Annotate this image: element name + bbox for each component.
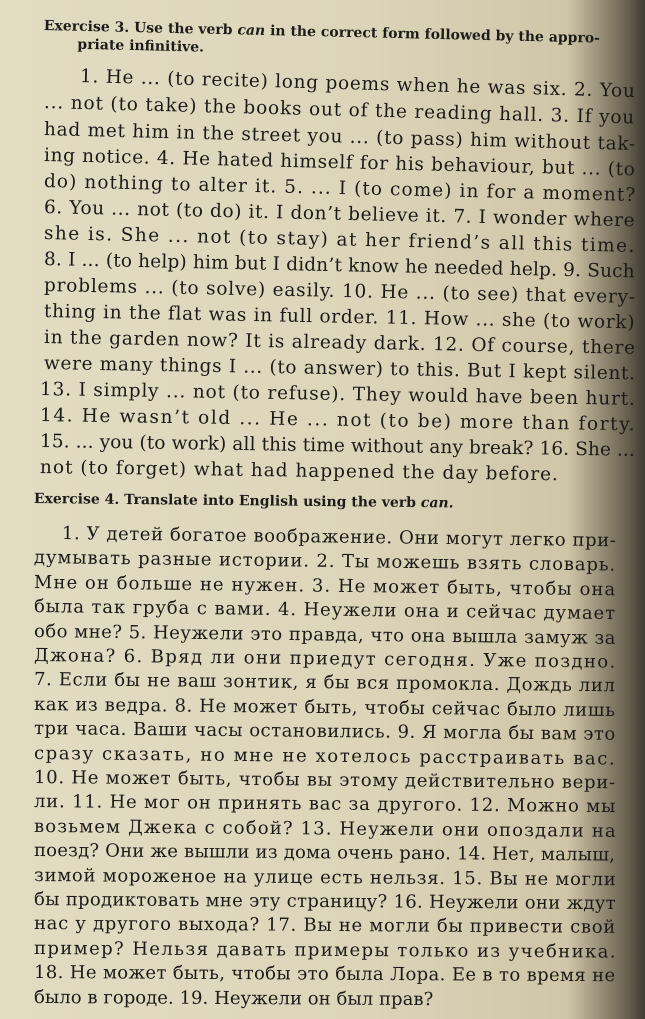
exercise-3-line: 1. He ... (to recite) long poems when he was six. 2. You — [79, 66, 636, 103]
exercise-4-line: была так груба с вами. 4. Неужели она и сейчас думает — [33, 596, 617, 625]
exercise-3-line: 6. You ... not (to do) it. I don’t believe it. 7. I wonder where — [43, 197, 636, 232]
exercise-4-heading — [34, 490, 454, 512]
exercise-3-instruction-b: in the correct form followed by the appro- — [269, 23, 601, 47]
exercise-4-line: возьмем Джека с собой? 13. Неужели они опоздали на — [33, 815, 617, 842]
exercise-3-line: 14. He wasn’t old ... He ... not (to be) more than forty. — [39, 405, 637, 436]
exercise-4-line: сразу сказать, но мне не хотелось расстраивать вас. — [33, 742, 617, 770]
exercise-4-line: было в городе. 19. Неужели он был прав? — [33, 986, 434, 1010]
exercise-3-line: thing in the flat was in full order. 11. How ... she (to work) — [43, 301, 636, 334]
exercise-3-line: in the garden now? It is already dark. 12. Of course, there — [43, 327, 637, 359]
exercise-3-line: 13. I simply ... not (to refuse). They would have been hurt. — [39, 379, 636, 410]
exercise-3-heading-line-2: priate infinitive. — [77, 36, 205, 56]
exercise-4-line: зимой мороженое на улице есть нельзя. 15. Вы не могли — [33, 864, 617, 890]
exercise-4-line: ли. 11. Не мог он принять вас за другого. 12. Можно мы — [33, 791, 617, 818]
exercise-4-line: обо мне? 5. Неужели это правда, что она вышла замуж за — [33, 620, 617, 649]
exercise-4-line: нас у другого выхода? 17. Вы не могли бы привести свой — [33, 913, 617, 939]
exercise-3-line: do) nothing to alter it. 5. ... I (to come) in for a moment? — [43, 171, 637, 206]
exercise-3-line: 8. I ... (to help) him but I didn’t know he needed help. 9. Such — [43, 249, 635, 283]
exercise-4-line: поезд? Они же вышли из дома очень рано. 14. Нет, малыш, — [33, 840, 616, 866]
exercise-4-verb: can. — [420, 495, 454, 512]
exercise-4-line: бы продиктовать мне эту страницу? 16. Неужели они ждут — [33, 889, 617, 915]
exercise-4-line: 1. У детей богатое воображение. Они могут легко при- — [61, 523, 617, 552]
exercise-4-line: Джона? 6. Вряд ли они приедут сегодня. Уже поздно. — [33, 645, 617, 673]
exercise-3-line: problems ... (to solve) easily. 10. He ... (to see) that every- — [43, 275, 637, 308]
exercise-4-label: Exercise 4. — [33, 490, 120, 508]
exercise-4-line: как из ведра. 8. Не может быть, чтобы сейчас было лишь — [33, 693, 616, 721]
exercise-4-line: 10. Не может быть, чтобы вы этому действительно вери- — [33, 767, 616, 794]
exercise-3-line: had met him in the street you ... (to pass) him without tak- — [43, 119, 637, 155]
exercise-4-line: пример? Нельзя давать примеры только из учебника. — [33, 937, 617, 963]
exercise-4-line: думывать разные истории. 2. Ты можешь взять словарь. — [33, 547, 617, 577]
exercise-3-instruction-a: Use the verb — [133, 20, 233, 39]
exercise-3-verb: can — [237, 22, 266, 40]
exercise-3-line: she is. She ... not (to stay) at her friend’s all this time. — [43, 223, 637, 257]
exercise-4-instruction: Translate into English using the verb — [124, 491, 417, 512]
exercise-3-line: 15. ... you (to work) all this time without any break? 16. She ... — [39, 431, 636, 461]
exercise-3-line: ing notice. 4. He hated himself for his behaviour, but ... (to — [43, 145, 636, 181]
exercise-3-line: ... not (to take) the books out of the reading hall. 3. If you — [43, 92, 636, 129]
exercise-3-line: were many things I ... (to answer) to this. But I kept silent. — [43, 353, 636, 385]
exercise-4-line: три часа. Ваши часы остановились. 9. Я могла бы вам это — [33, 718, 616, 746]
exercise-3-label: Exercise 3. — [43, 17, 130, 36]
exercise-4-line: Мне он больше не нужен. 3. Не может быть, чтобы она — [33, 571, 617, 601]
exercise-4-line: 7. Если бы не ваш зонтик, я бы вся промокла. Дождь лил — [33, 669, 616, 697]
exercise-3-line: not (to forget) what had happened the day before. — [39, 457, 560, 486]
exercise-4-line: 18. Не может быть, чтобы это была Лора. Ее в то время не — [33, 962, 616, 987]
